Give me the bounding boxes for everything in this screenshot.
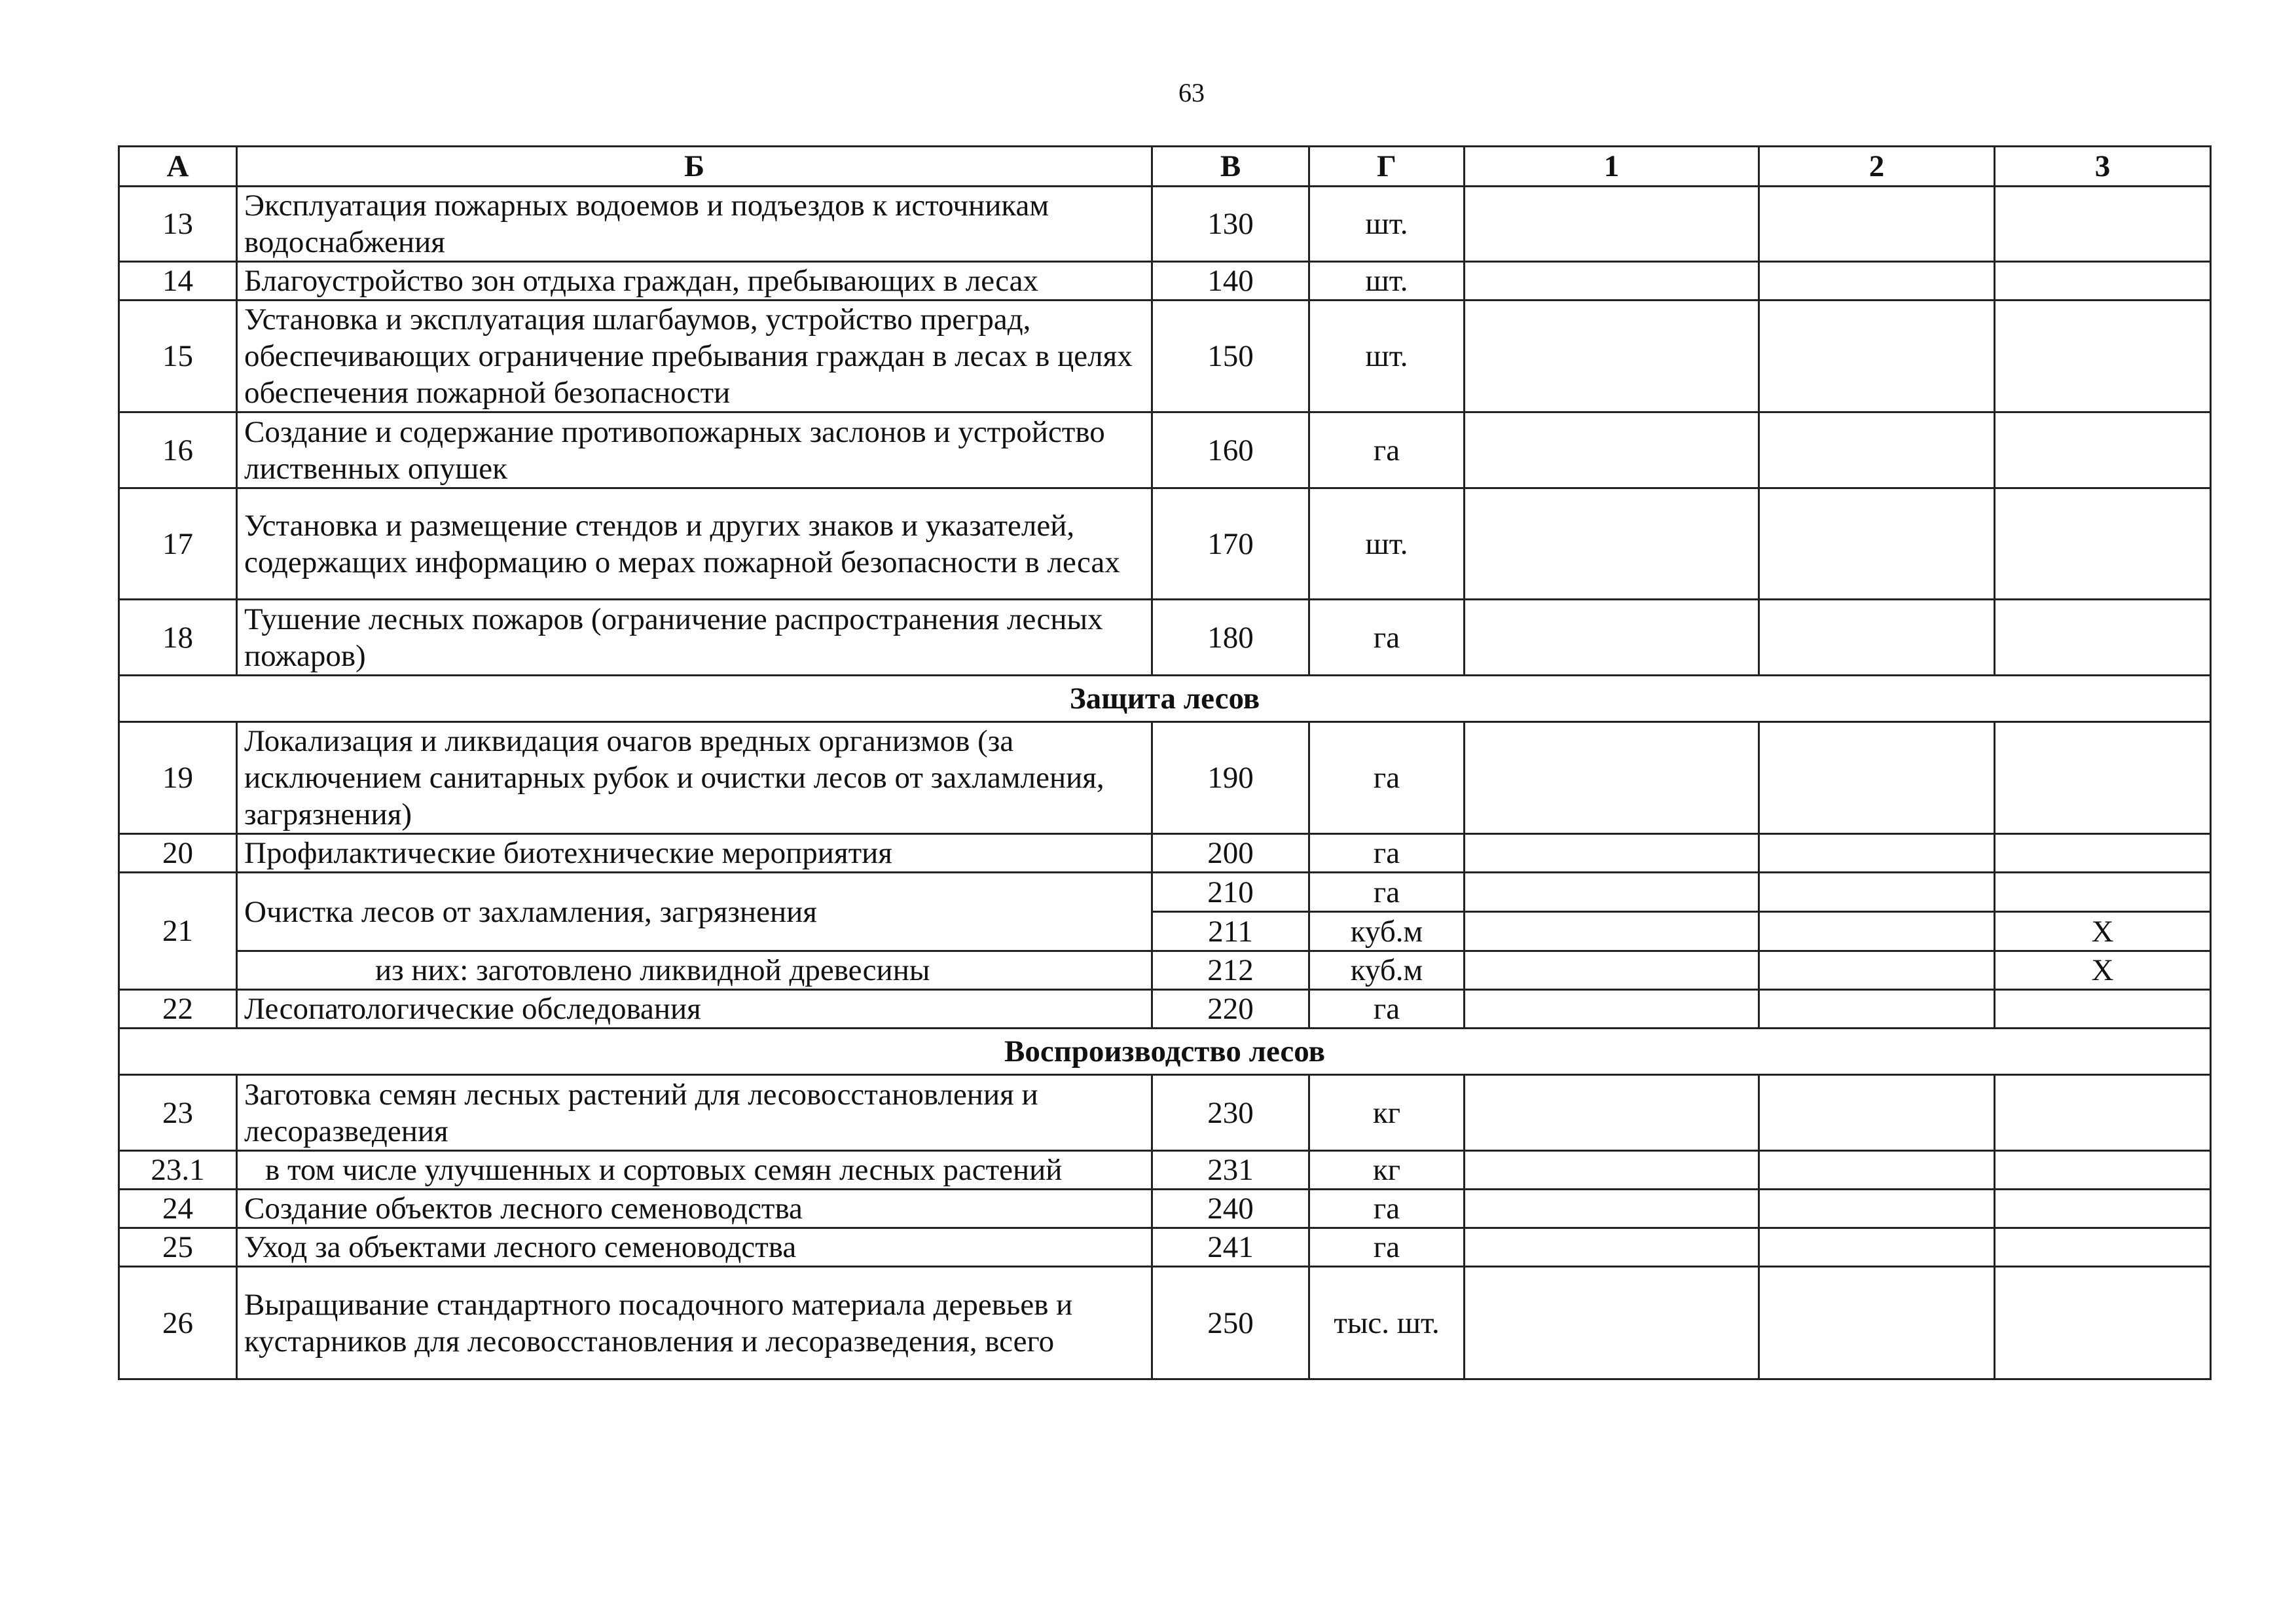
row-description: Заготовка семян лесных растений для лесовосстановления и лесоразведения <box>237 1075 1152 1151</box>
header-col-1: 1 <box>1465 147 1759 187</box>
row-number: 18 <box>119 600 237 676</box>
row-value-1 <box>1465 1228 1759 1267</box>
row-number: 23.1 <box>119 1151 237 1190</box>
row-description: Благоустройство зон отдыха граждан, пребывающих в лесах <box>237 262 1152 301</box>
row-number: 22 <box>119 990 237 1029</box>
table-row <box>119 301 2211 412</box>
row-code: 212 <box>1152 951 1309 990</box>
row-code: 200 <box>1152 834 1309 873</box>
row-code: 250 <box>1152 1267 1309 1379</box>
row-number: 19 <box>119 722 237 834</box>
row-description: из них: заготовлено ликвидной древесины <box>237 951 1152 990</box>
row-value-1 <box>1465 990 1759 1029</box>
row-unit: шт. <box>1309 187 1465 262</box>
row-value-3 <box>1995 262 2211 301</box>
row-description: Локализация и ликвидация очагов вредных организмов (за исключением санитарных рубок и очистки лесов от захламления, загрязнения) <box>237 722 1152 834</box>
row-value-2 <box>1759 262 1995 301</box>
row-value-3 <box>1995 722 2211 834</box>
row-unit: га <box>1309 834 1465 873</box>
row-number: 23 <box>119 1075 237 1151</box>
row-number: 25 <box>119 1228 237 1267</box>
row-value-1 <box>1465 1151 1759 1190</box>
row-code: 190 <box>1152 722 1309 834</box>
row-description: в том числе улучшенных и сортовых семян лесных растений <box>237 1151 1152 1190</box>
row-value-2 <box>1759 951 1995 990</box>
row-value-3 <box>1995 1075 2211 1151</box>
row-code: 160 <box>1152 412 1309 488</box>
row-value-2 <box>1759 1151 1995 1190</box>
header-col-b: Б <box>237 147 1152 187</box>
header-col-3: 3 <box>1995 147 2211 187</box>
row-description: Эксплуатация пожарных водоемов и подъездов к источникам водоснабжения <box>237 187 1152 262</box>
section-title: Воспроизводство лесов <box>119 1029 2211 1075</box>
row-description: Установка и эксплуатация шлагбаумов, устройство преград, обеспечивающих ограничение пребывания граждан в лесах в целях обеспечения пожарной безопасности <box>237 301 1152 412</box>
table-row <box>119 873 2211 912</box>
table-row <box>119 600 2211 676</box>
row-number: 13 <box>119 187 237 262</box>
row-code: 240 <box>1152 1190 1309 1228</box>
section-title: Защита лесов <box>119 676 2211 722</box>
row-code: 220 <box>1152 990 1309 1029</box>
row-value-2 <box>1759 834 1995 873</box>
row-unit: га <box>1309 873 1465 912</box>
table-row <box>119 412 2211 488</box>
header-col-g: Г <box>1309 147 1465 187</box>
row-value-3 <box>1995 873 2211 912</box>
row-value-2 <box>1759 1190 1995 1228</box>
row-unit: кг <box>1309 1075 1465 1151</box>
row-unit: га <box>1309 990 1465 1029</box>
table-row <box>119 722 2211 834</box>
header-col-a: А <box>119 147 237 187</box>
table-row <box>119 262 2211 301</box>
row-value-3 <box>1995 1190 2211 1228</box>
row-number: 15 <box>119 301 237 412</box>
row-value-1 <box>1465 301 1759 412</box>
row-description: Уход за объектами лесного семеноводства <box>237 1228 1152 1267</box>
row-unit: га <box>1309 412 1465 488</box>
row-description: Лесопатологические обследования <box>237 990 1152 1029</box>
row-unit: шт. <box>1309 301 1465 412</box>
row-unit: куб.м <box>1309 912 1465 951</box>
row-unit: тыс. шт. <box>1309 1267 1465 1379</box>
row-number: 20 <box>119 834 237 873</box>
table-row <box>119 834 2211 873</box>
row-value-1 <box>1465 412 1759 488</box>
row-value-2 <box>1759 1075 1995 1151</box>
row-code: 130 <box>1152 187 1309 262</box>
row-code: 230 <box>1152 1075 1309 1151</box>
row-description: Выращивание стандартного посадочного материала деревьев и кустарников для лесовосстановления и лесоразведения, всего <box>237 1267 1152 1379</box>
row-value-1 <box>1465 951 1759 990</box>
table-row <box>119 1267 2211 1379</box>
row-description: Профилактические биотехнические мероприятия <box>237 834 1152 873</box>
row-value-1 <box>1465 834 1759 873</box>
row-number: 17 <box>119 488 237 600</box>
row-value-3 <box>1995 301 2211 412</box>
table-row <box>119 1228 2211 1267</box>
row-value-2 <box>1759 990 1995 1029</box>
row-value-3 <box>1995 1151 2211 1190</box>
row-code: 210 <box>1152 873 1309 912</box>
section-row <box>119 676 2211 722</box>
row-value-3 <box>1995 834 2211 873</box>
row-value-3 <box>1995 488 2211 600</box>
row-code: 211 <box>1152 912 1309 951</box>
row-unit: куб.м <box>1309 951 1465 990</box>
row-value-2 <box>1759 301 1995 412</box>
header-col-2: 2 <box>1759 147 1995 187</box>
page-number: 63 <box>1178 78 1205 107</box>
table-row <box>119 951 2211 990</box>
row-value-1 <box>1465 1075 1759 1151</box>
table-row <box>119 187 2211 262</box>
row-value-2 <box>1759 873 1995 912</box>
table-row <box>119 488 2211 600</box>
row-unit: га <box>1309 1190 1465 1228</box>
row-code: 231 <box>1152 1151 1309 1190</box>
row-number: 24 <box>119 1190 237 1228</box>
row-number: 21 <box>119 873 237 990</box>
row-unit: шт. <box>1309 262 1465 301</box>
row-value-3: Х <box>1995 912 2211 951</box>
row-description: Создание объектов лесного семеноводства <box>237 1190 1152 1228</box>
row-value-2 <box>1759 187 1995 262</box>
row-value-3 <box>1995 1228 2211 1267</box>
row-value-2 <box>1759 600 1995 676</box>
row-code: 150 <box>1152 301 1309 412</box>
row-value-3 <box>1995 600 2211 676</box>
section-row <box>119 1029 2211 1075</box>
row-code: 140 <box>1152 262 1309 301</box>
row-number: 16 <box>119 412 237 488</box>
row-code: 241 <box>1152 1228 1309 1267</box>
row-code: 180 <box>1152 600 1309 676</box>
row-value-1 <box>1465 722 1759 834</box>
row-value-1 <box>1465 1267 1759 1379</box>
row-value-1 <box>1465 600 1759 676</box>
row-unit: га <box>1309 600 1465 676</box>
row-value-2 <box>1759 912 1995 951</box>
table-row <box>119 1151 2211 1190</box>
row-value-1 <box>1465 912 1759 951</box>
row-unit: га <box>1309 722 1465 834</box>
header-row <box>119 147 2211 187</box>
row-value-1 <box>1465 488 1759 600</box>
row-description: Тушение лесных пожаров (ограничение распространения лесных пожаров) <box>237 600 1152 676</box>
row-number: 14 <box>119 262 237 301</box>
row-number: 26 <box>119 1267 237 1379</box>
row-unit: кг <box>1309 1151 1465 1190</box>
row-value-2 <box>1759 488 1995 600</box>
row-value-2 <box>1759 1228 1995 1267</box>
row-value-1 <box>1465 262 1759 301</box>
row-description: Создание и содержание противопожарных заслонов и устройство лиственных опушек <box>237 412 1152 488</box>
row-value-1 <box>1465 1190 1759 1228</box>
table-row <box>119 1075 2211 1151</box>
row-description: Очистка лесов от захламления, загрязнения <box>237 873 1152 951</box>
row-description: Установка и размещение стендов и других знаков и указателей, содержащих информацию о мерах пожарной безопасности в лесах <box>237 488 1152 600</box>
row-value-1 <box>1465 187 1759 262</box>
row-value-3 <box>1995 187 2211 262</box>
row-code: 170 <box>1152 488 1309 600</box>
row-value-3: Х <box>1995 951 2211 990</box>
row-value-2 <box>1759 722 1995 834</box>
row-value-1 <box>1465 873 1759 912</box>
row-unit: шт. <box>1309 488 1465 600</box>
row-value-3 <box>1995 1267 2211 1379</box>
table-row <box>119 1190 2211 1228</box>
report-table <box>118 145 2212 1380</box>
row-value-2 <box>1759 1267 1995 1379</box>
header-col-v: В <box>1152 147 1309 187</box>
row-value-3 <box>1995 990 2211 1029</box>
row-unit: га <box>1309 1228 1465 1267</box>
row-value-3 <box>1995 412 2211 488</box>
table-row <box>119 990 2211 1029</box>
row-value-2 <box>1759 412 1995 488</box>
